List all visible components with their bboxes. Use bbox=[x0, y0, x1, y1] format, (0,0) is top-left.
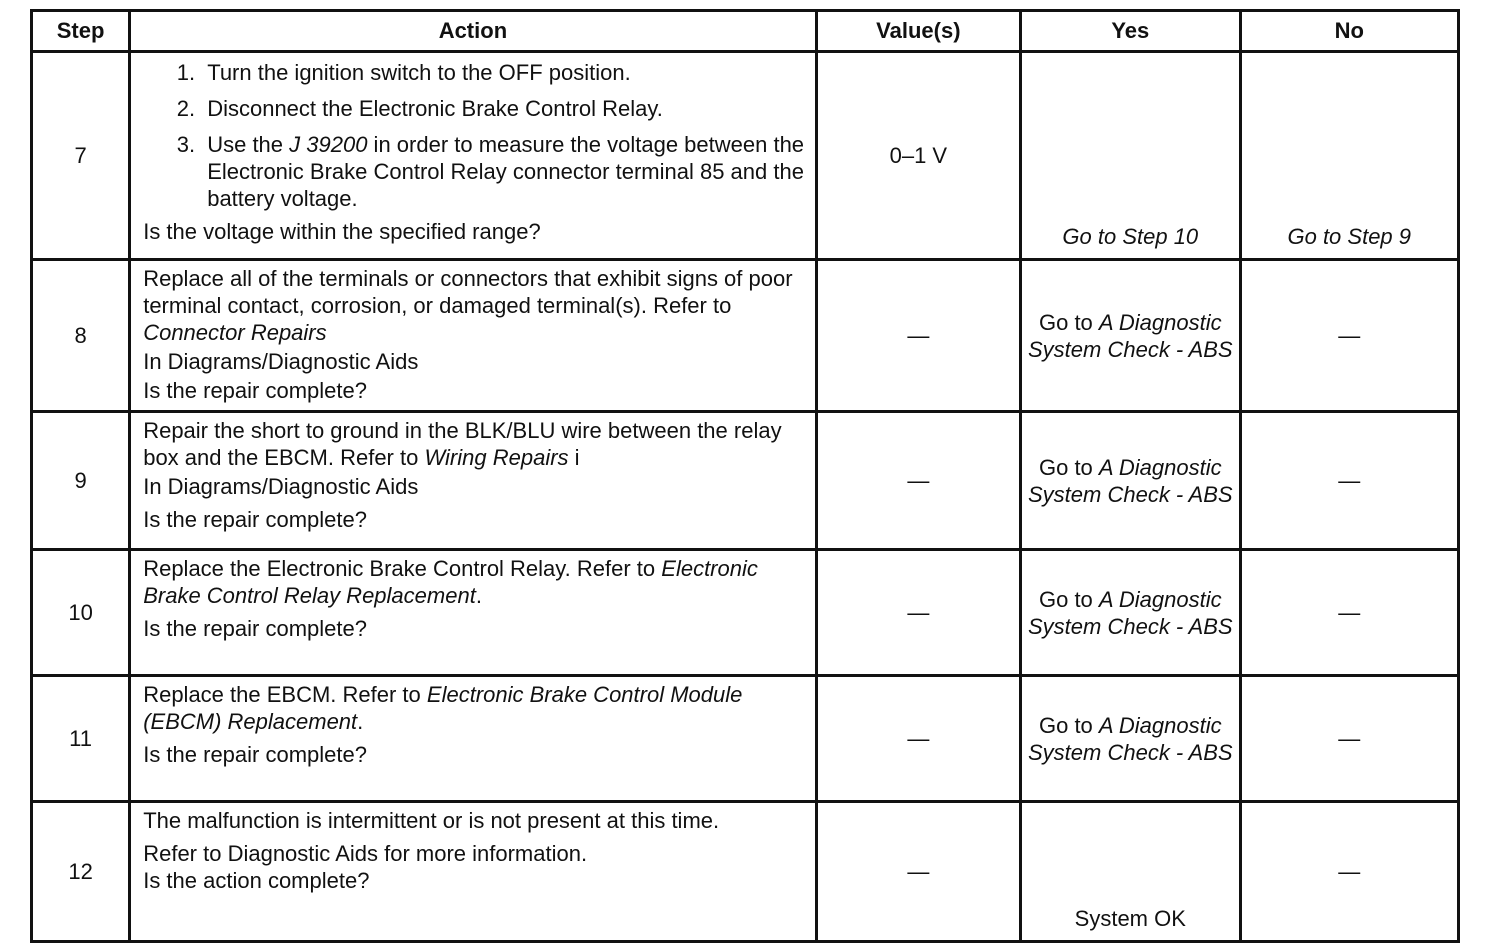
yes-cell: System OK bbox=[1021, 802, 1240, 942]
action-cell bbox=[130, 412, 816, 550]
diagnostic-table bbox=[30, 9, 1460, 943]
action-text: Replace the EBCM. Refer to Electronic Brake Control Module (EBCM) Replacement. bbox=[143, 682, 743, 734]
value-cell: — bbox=[816, 550, 1020, 676]
yes-cell: Go to A Diagnostic System Check - ABS bbox=[1021, 412, 1240, 550]
action-cell bbox=[130, 802, 816, 942]
value-cell: 0–1 V bbox=[816, 52, 1020, 260]
action-question: Is the repair complete? bbox=[143, 742, 367, 767]
header-row bbox=[32, 11, 1459, 52]
no-cell: — bbox=[1240, 550, 1458, 676]
action-subtext: Refer to Diagnostic Aids for more information. bbox=[143, 841, 588, 866]
header-action: Action bbox=[130, 11, 816, 52]
step-number: 11 bbox=[32, 676, 130, 802]
action-question: Is the repair complete? bbox=[143, 378, 367, 403]
step-number: 8 bbox=[32, 260, 130, 412]
action-text: Repair the short to ground in the BLK/BLU wire between the relay box and the EBCM. Refer to Wiring Repairs i bbox=[143, 418, 782, 470]
action-subtext: In Diagrams/Diagnostic Aids bbox=[143, 474, 419, 499]
table-row bbox=[32, 550, 1459, 676]
action-text: The malfunction is intermittent or is not present at this time. bbox=[143, 808, 720, 833]
step-number: 7 bbox=[32, 52, 130, 260]
action-list-item: 2. Disconnect the Electronic Brake Control Relay. bbox=[201, 95, 806, 122]
table-row bbox=[32, 412, 1459, 550]
yes-cell: Go to A Diagnostic System Check - ABS bbox=[1021, 260, 1240, 412]
action-cell bbox=[130, 676, 816, 802]
action-question: Is the action complete? bbox=[143, 868, 370, 893]
value-cell: — bbox=[816, 802, 1020, 942]
action-text: Replace the Electronic Brake Control Relay. Refer to Electronic Brake Control Relay Replacement. bbox=[143, 556, 758, 608]
no-cell: Go to Step 9 bbox=[1240, 52, 1458, 260]
action-question: Is the voltage within the specified range? bbox=[143, 219, 541, 244]
table-row bbox=[32, 260, 1459, 412]
action-question: Is the repair complete? bbox=[143, 616, 367, 641]
header-yes: Yes bbox=[1021, 11, 1240, 52]
table-row bbox=[32, 52, 1459, 260]
value-cell: — bbox=[816, 676, 1020, 802]
action-question: Is the repair complete? bbox=[143, 507, 367, 532]
header-no: No bbox=[1240, 11, 1458, 52]
header-value: Value(s) bbox=[816, 11, 1020, 52]
action-cell bbox=[130, 52, 816, 260]
no-cell: — bbox=[1240, 412, 1458, 550]
action-subtext: In Diagrams/Diagnostic Aids bbox=[143, 349, 419, 374]
step-number: 12 bbox=[32, 802, 130, 942]
action-list-item: 1. Turn the ignition switch to the OFF position. bbox=[201, 59, 806, 86]
yes-cell: Go to A Diagnostic System Check - ABS bbox=[1021, 550, 1240, 676]
value-cell: — bbox=[816, 260, 1020, 412]
no-cell: — bbox=[1240, 802, 1458, 942]
step-number: 10 bbox=[32, 550, 130, 676]
action-list-item: 3. Use the J 39200 in order to measure the voltage between the Electronic Brake Control Relay connector terminal 85 and the battery voltage. bbox=[201, 131, 806, 212]
no-cell: — bbox=[1240, 676, 1458, 802]
action-cell bbox=[130, 260, 816, 412]
value-cell: — bbox=[816, 412, 1020, 550]
yes-cell: Go to Step 10 bbox=[1021, 52, 1240, 260]
header-step: Step bbox=[32, 11, 130, 52]
action-text: Replace all of the terminals or connectors that exhibit signs of poor terminal contact, corrosion, or damaged terminal(s). Refer to Connector Repairs bbox=[143, 266, 793, 345]
step-number: 9 bbox=[32, 412, 130, 550]
table-row bbox=[32, 676, 1459, 802]
action-list bbox=[143, 59, 806, 212]
action-cell bbox=[130, 550, 816, 676]
no-cell: — bbox=[1240, 260, 1458, 412]
yes-cell: Go to A Diagnostic System Check - ABS bbox=[1021, 676, 1240, 802]
table-row bbox=[32, 802, 1459, 942]
